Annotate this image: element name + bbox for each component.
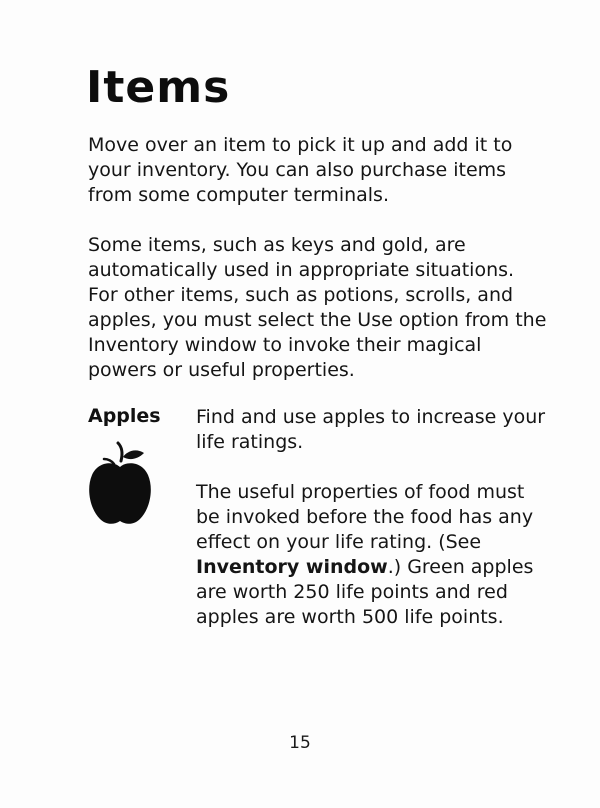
page-title: Items	[86, 62, 231, 113]
apples-description-2	[196, 480, 546, 630]
item-label-apples: Apples	[88, 405, 161, 427]
apples-description-1: Find and use apples to increase your life ratings.	[196, 406, 546, 453]
intro-paragraph: Move over an item to pick it up and add it to your inventory. You can also purchase items from some computer terminals.	[88, 134, 513, 206]
desc2-before: The useful properties of food must be invoked before the food has any effect on your life rating. (See	[196, 481, 534, 553]
desc2-after: .) Green apples are worth 250 life points and red apples are worth 500 life points.	[196, 556, 534, 628]
inventory-window-reference: Inventory window	[196, 556, 388, 578]
page-number: 15	[289, 733, 311, 753]
usage-paragraph: Some items, such as keys and gold, are automatically used in appropriate situations. For other items, such as potions, scrolls, and apples, you must select the Use option from the Inventory window to invoke their magical powers or useful properties.	[88, 234, 547, 381]
apple-icon	[86, 437, 154, 529]
